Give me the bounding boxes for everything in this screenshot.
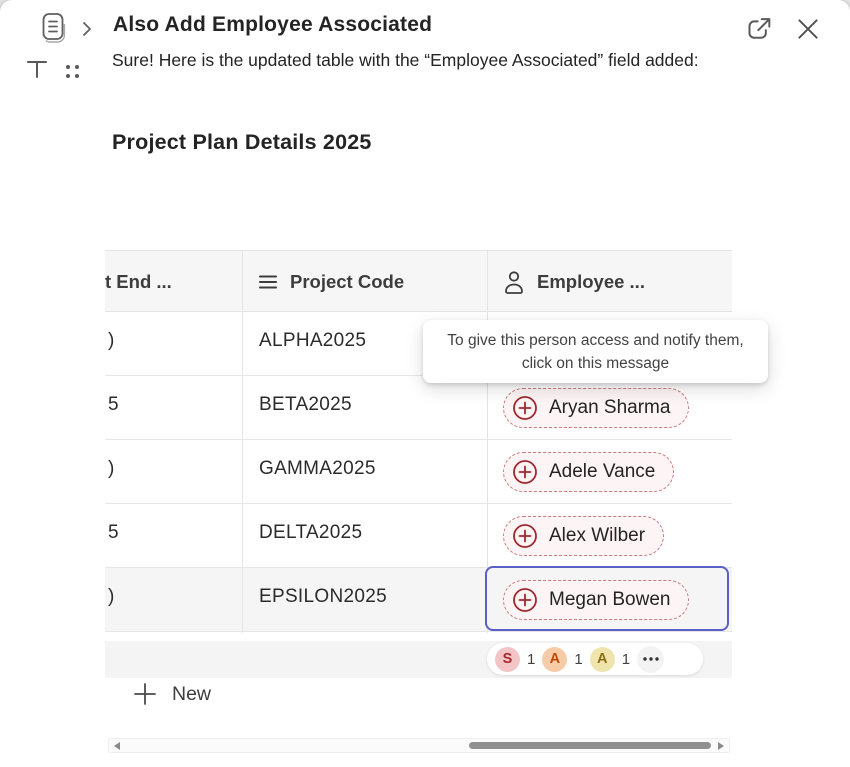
mention-count: 1 <box>621 650 631 668</box>
end-date-cell[interactable]: 5 <box>108 522 119 543</box>
horizontal-scrollbar[interactable] <box>108 738 730 753</box>
person-pill[interactable] <box>503 452 674 492</box>
new-row-label: New <box>172 682 212 705</box>
person-icon <box>503 270 525 294</box>
person-pill[interactable] <box>503 388 689 428</box>
employee-cell[interactable] <box>503 516 664 556</box>
person-pill[interactable] <box>503 580 689 620</box>
person-name: Adele Vance <box>549 461 656 482</box>
end-date-cell[interactable]: 5 <box>108 394 119 415</box>
column-label: t End ... <box>105 271 172 292</box>
column-header-employee[interactable] <box>487 251 732 313</box>
more-options-icon[interactable] <box>637 646 664 673</box>
assistant-message: Sure! Here is the updated table with the “Employee Associated” field added: <box>112 50 699 70</box>
add-person-plus-icon <box>511 586 539 614</box>
tooltip-text: To give this person access and notify them, click on this message <box>447 331 744 372</box>
page-icon[interactable] <box>40 12 67 43</box>
scroll-left-arrow-icon[interactable] <box>114 742 120 750</box>
project-table <box>105 250 732 633</box>
table-row[interactable] <box>105 376 732 440</box>
end-date-cell[interactable]: ) <box>108 330 115 351</box>
close-icon[interactable] <box>792 13 824 45</box>
share-icon[interactable] <box>744 13 776 45</box>
document-heading: Project Plan Details 2025 <box>112 130 372 154</box>
avatar[interactable]: S <box>495 647 520 672</box>
employee-cell[interactable] <box>503 388 689 428</box>
add-person-plus-icon <box>511 458 539 486</box>
access-tooltip <box>423 320 768 383</box>
add-person-plus-icon <box>511 522 539 550</box>
avatar[interactable]: A <box>542 647 567 672</box>
column-header-project-code[interactable] <box>242 251 487 313</box>
insert-above-icon[interactable] <box>24 56 50 82</box>
scroll-right-arrow-icon[interactable] <box>718 742 724 750</box>
mention-count: 1 <box>527 650 536 668</box>
new-row-button[interactable] <box>132 681 211 707</box>
project-code-cell[interactable]: ALPHA2025 <box>259 330 367 351</box>
column-divider <box>242 250 243 633</box>
column-label: Project Code <box>290 271 405 292</box>
person-name: Alex Wilber <box>549 525 646 546</box>
table-row[interactable] <box>105 440 732 504</box>
table-row[interactable] <box>105 504 732 568</box>
person-pill[interactable] <box>503 516 664 556</box>
project-code-cell[interactable]: BETA2025 <box>259 394 352 415</box>
avatar[interactable]: A <box>590 647 615 672</box>
employee-cell[interactable] <box>503 580 689 620</box>
end-date-cell[interactable]: ) <box>108 586 115 607</box>
message-tools <box>24 56 79 82</box>
page-title: Also Add Employee Associated <box>113 13 433 36</box>
employee-cell[interactable] <box>503 452 674 492</box>
project-code-cell[interactable]: EPSILON2025 <box>259 586 387 607</box>
column-label: Employee ... <box>537 271 645 292</box>
drag-handle-icon[interactable] <box>66 65 79 78</box>
person-name: Aryan Sharma <box>549 397 671 418</box>
scrollbar-thumb[interactable] <box>469 742 711 749</box>
plus-icon <box>132 681 158 707</box>
end-date-cell[interactable]: ) <box>108 458 115 479</box>
mention-facepile <box>487 643 703 675</box>
table-footer-band <box>105 641 732 678</box>
person-name: Megan Bowen <box>549 589 671 610</box>
column-header-end-date[interactable] <box>105 251 242 313</box>
project-code-cell[interactable]: GAMMA2025 <box>259 458 376 479</box>
breadcrumb-chevron-icon <box>81 20 93 38</box>
project-code-cell[interactable]: DELTA2025 <box>259 522 363 543</box>
mention-count: 1 <box>574 650 583 668</box>
text-lines-icon <box>258 274 278 290</box>
add-person-plus-icon <box>511 394 539 422</box>
table-header-row <box>105 250 732 312</box>
